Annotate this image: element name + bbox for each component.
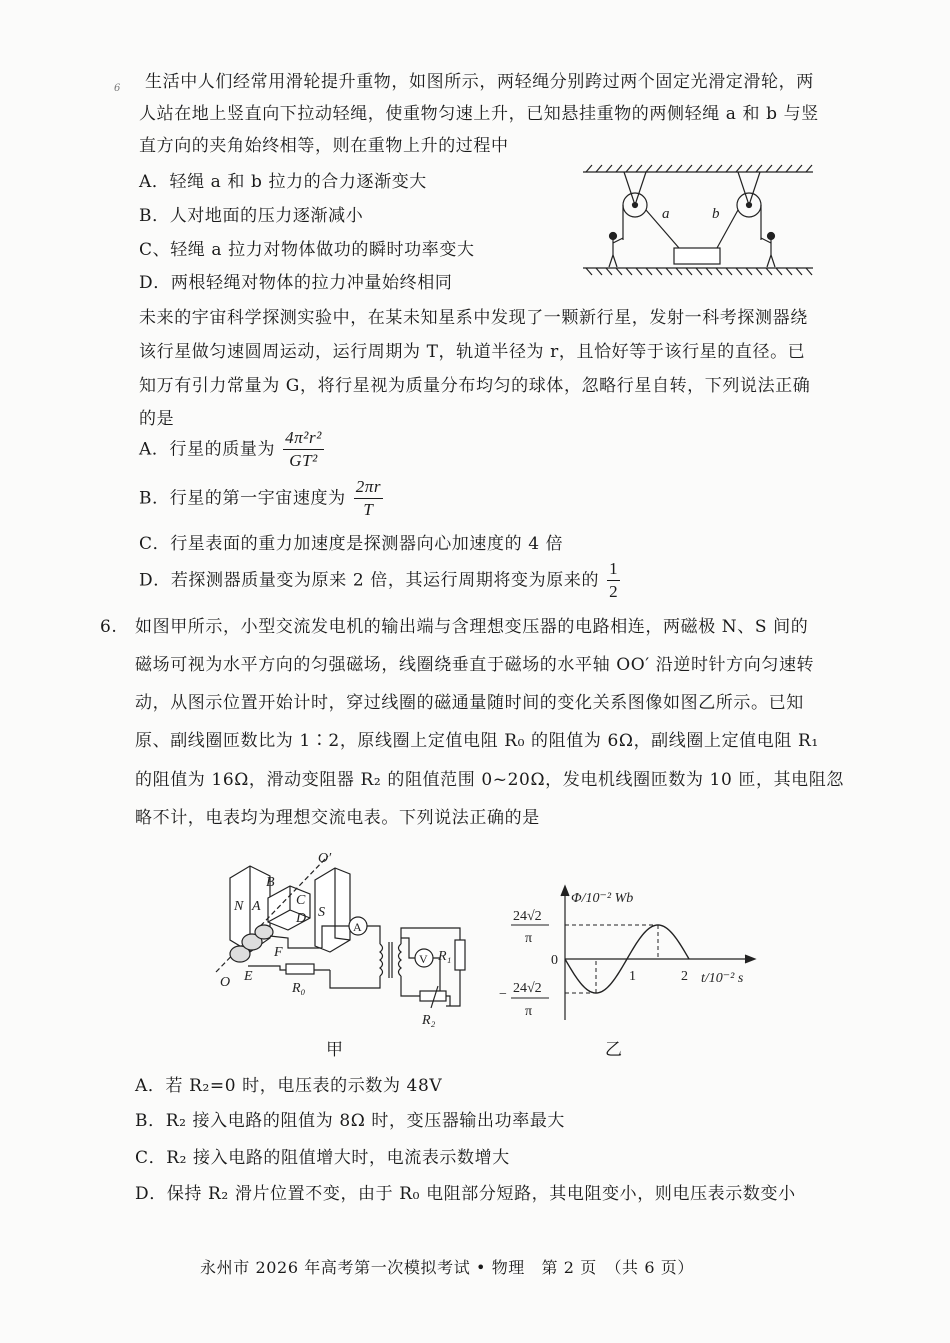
ceiling-hatch (586, 165, 812, 172)
question-6-line-4: 原、副线圈匝数比为 1∶2，原线圈上定值电阻 R₀ 的阻值为 6Ω，副线圈上定值电阻 R₁ (135, 731, 819, 751)
slip-ring-3 (255, 925, 273, 939)
question-4-option-a: A．轻绳 a 和 b 拉力的合力逐渐变大 (139, 172, 427, 192)
secondary-coil (399, 944, 402, 976)
voltmeter-label: V (419, 952, 428, 966)
question-4-option-d: D．两根轻绳对物体的拉力冲量始终相同 (139, 273, 453, 293)
y-min-sign: − (499, 987, 507, 1002)
label-o-prime: O′ (318, 851, 332, 866)
question-6-number: 6. (100, 617, 118, 637)
y-axis-arrow (561, 886, 569, 896)
label-n: N (234, 899, 244, 914)
question-6-line-5: 的阻值为 16Ω，滑动变阻器 R₂ 的阻值范围 0~20Ω，发电机线圈匝数为 10 匝，其电阻忽 (135, 770, 844, 790)
left-pulley-bracket (624, 172, 646, 202)
option-a-denominator: GT² (289, 451, 318, 470)
option-b-fraction (354, 476, 383, 521)
question-6-option-a: A．若 R₂=0 时，电压表的示数为 48V (135, 1076, 443, 1096)
y-max-denominator: π (525, 931, 533, 946)
question-4-option-c: C、轻绳 a 拉力对物体做功的瞬时功率变大 (139, 240, 475, 260)
question-5-line-2: 该行星做匀速圆周运动，运行周期为 T，轨道半径为 r，且恰好等于该行星的直径。已 (139, 342, 806, 362)
y-axis-label: Φ/10⁻² Wb (571, 891, 634, 906)
x-tick-1: 1 (629, 969, 636, 984)
resistor-r0 (286, 964, 314, 974)
primary-coil (380, 944, 383, 976)
option-d-denominator: 2 (609, 582, 619, 601)
question-4-marker: 6 (114, 83, 121, 94)
option-b-numerator: 2πr (354, 476, 383, 499)
page-footer: 永州市 2026 年高考第一次模拟考试 • 物理 第 2 页 （共 6 页） (200, 1258, 695, 1277)
question-6-line-6: 略不计，电表均为理想交流电表。下列说法正确的是 (135, 808, 540, 828)
generator-circuit-figure (210, 848, 480, 1028)
option-b-denominator: T (363, 500, 374, 519)
label-b: B (266, 875, 275, 890)
label-r0: R₀ (292, 981, 306, 996)
label-f: F (274, 945, 283, 960)
question-5-option-d (139, 558, 620, 603)
question-5-option-a (139, 427, 324, 472)
question-6-line-1: 如图甲所示，小型交流发电机的输出端与含理想变压器的电路相连，两磁极 N、S 间的 (135, 617, 809, 637)
resistor-r1 (455, 940, 465, 970)
option-d-numerator: 1 (607, 558, 620, 581)
label-a: A (252, 899, 261, 914)
question-5-line-4: 的是 (139, 409, 175, 429)
question-6-option-d: D．保持 R₂ 滑片位置不变，由于 R₀ 电阻部分短路，其电阻变小，则电压表示数变小 (135, 1184, 796, 1204)
ammeter-label: A (353, 920, 362, 934)
question-4-line-1: 生活中人们经常用滑轮提升重物，如图所示，两轻绳分别跨过两个固定光滑定滑轮，两 (145, 72, 814, 92)
label-e: E (244, 969, 253, 984)
question-4-option-b: B．人对地面的压力逐渐减小 (139, 206, 364, 226)
figure-jia-caption: 甲 (326, 1040, 344, 1060)
option-d-text: D．若探测器质量变为原来 2 倍，其运行周期将变为原来的 (139, 570, 600, 591)
question-5-line-3: 知万有引力常量为 G，将行星视为质量分布均匀的球体，忽略行星自转，下列说法正确 (139, 376, 811, 396)
left-pulley-hub (633, 203, 638, 208)
y-min-denominator: π (525, 1004, 533, 1019)
figure-yi-caption: 乙 (605, 1040, 623, 1060)
right-pulley-hub (747, 203, 752, 208)
question-5-line-1: 未来的宇宙科学探测实验中，在某未知星系中发现了一颗新行星，发射一科考探测器绕 (139, 308, 808, 328)
y-max-numerator: 24√2 (513, 909, 542, 924)
ground-hatch (586, 268, 812, 275)
question-6-line-3: 动，从图示位置开始计时，穿过线圈的磁通量随时间的变化关系图像如图乙所示。已知 (135, 693, 804, 713)
weight-block (674, 248, 720, 264)
label-r2: R₂ (422, 1013, 436, 1028)
question-4-line-3: 直方向的夹角始终相等，则在重物上升的过程中 (139, 136, 509, 156)
option-a-fraction (283, 427, 324, 472)
option-a-numerator: 4π²r² (283, 427, 324, 450)
question-5-option-c: C．行星表面的重力加速度是探测器向心加速度的 4 倍 (139, 534, 564, 554)
label-d: D (296, 911, 307, 926)
option-a-text: A．行星的质量为 (139, 439, 276, 460)
rope-a-label: a (662, 206, 670, 222)
rheostat-r2 (420, 991, 446, 1001)
pulley-figure (578, 160, 818, 280)
flux-chart (495, 880, 785, 1028)
rope-b (717, 210, 738, 248)
right-pulley-bracket (738, 172, 760, 202)
right-person (761, 233, 775, 268)
question-6-option-c: C．R₂ 接入电路的阻值增大时，电流表示数增大 (135, 1148, 510, 1168)
x-tick-2: 2 (681, 969, 688, 984)
rope-b-label: b (712, 206, 720, 222)
origin-label: 0 (551, 953, 558, 968)
y-min-numerator: 24√2 (513, 981, 542, 996)
question-6-option-b: B．R₂ 接入电路的阻值为 8Ω 时，变压器输出功率最大 (135, 1111, 566, 1131)
x-axis-label: t/10⁻² s (701, 971, 744, 986)
x-axis-arrow (745, 955, 755, 963)
option-d-fraction (607, 558, 620, 603)
question-6-line-2: 磁场可视为水平方向的匀强磁场，线圈绕垂直于磁场的水平轴 OO′ 沿逆时针方向匀速转 (135, 655, 815, 675)
label-o: O (220, 975, 231, 990)
option-b-text: B．行星的第一宇宙速度为 (139, 488, 346, 509)
left-person (609, 233, 623, 268)
label-c: C (296, 893, 306, 908)
label-r1: R₁ (438, 949, 452, 964)
question-5-option-b (139, 476, 383, 521)
label-s: S (318, 905, 325, 920)
question-4-line-2: 人站在地上竖直向下拉动轻绳，使重物匀速上升，已知悬挂重物的两侧轻绳 a 和 b 与竖 (139, 104, 819, 124)
